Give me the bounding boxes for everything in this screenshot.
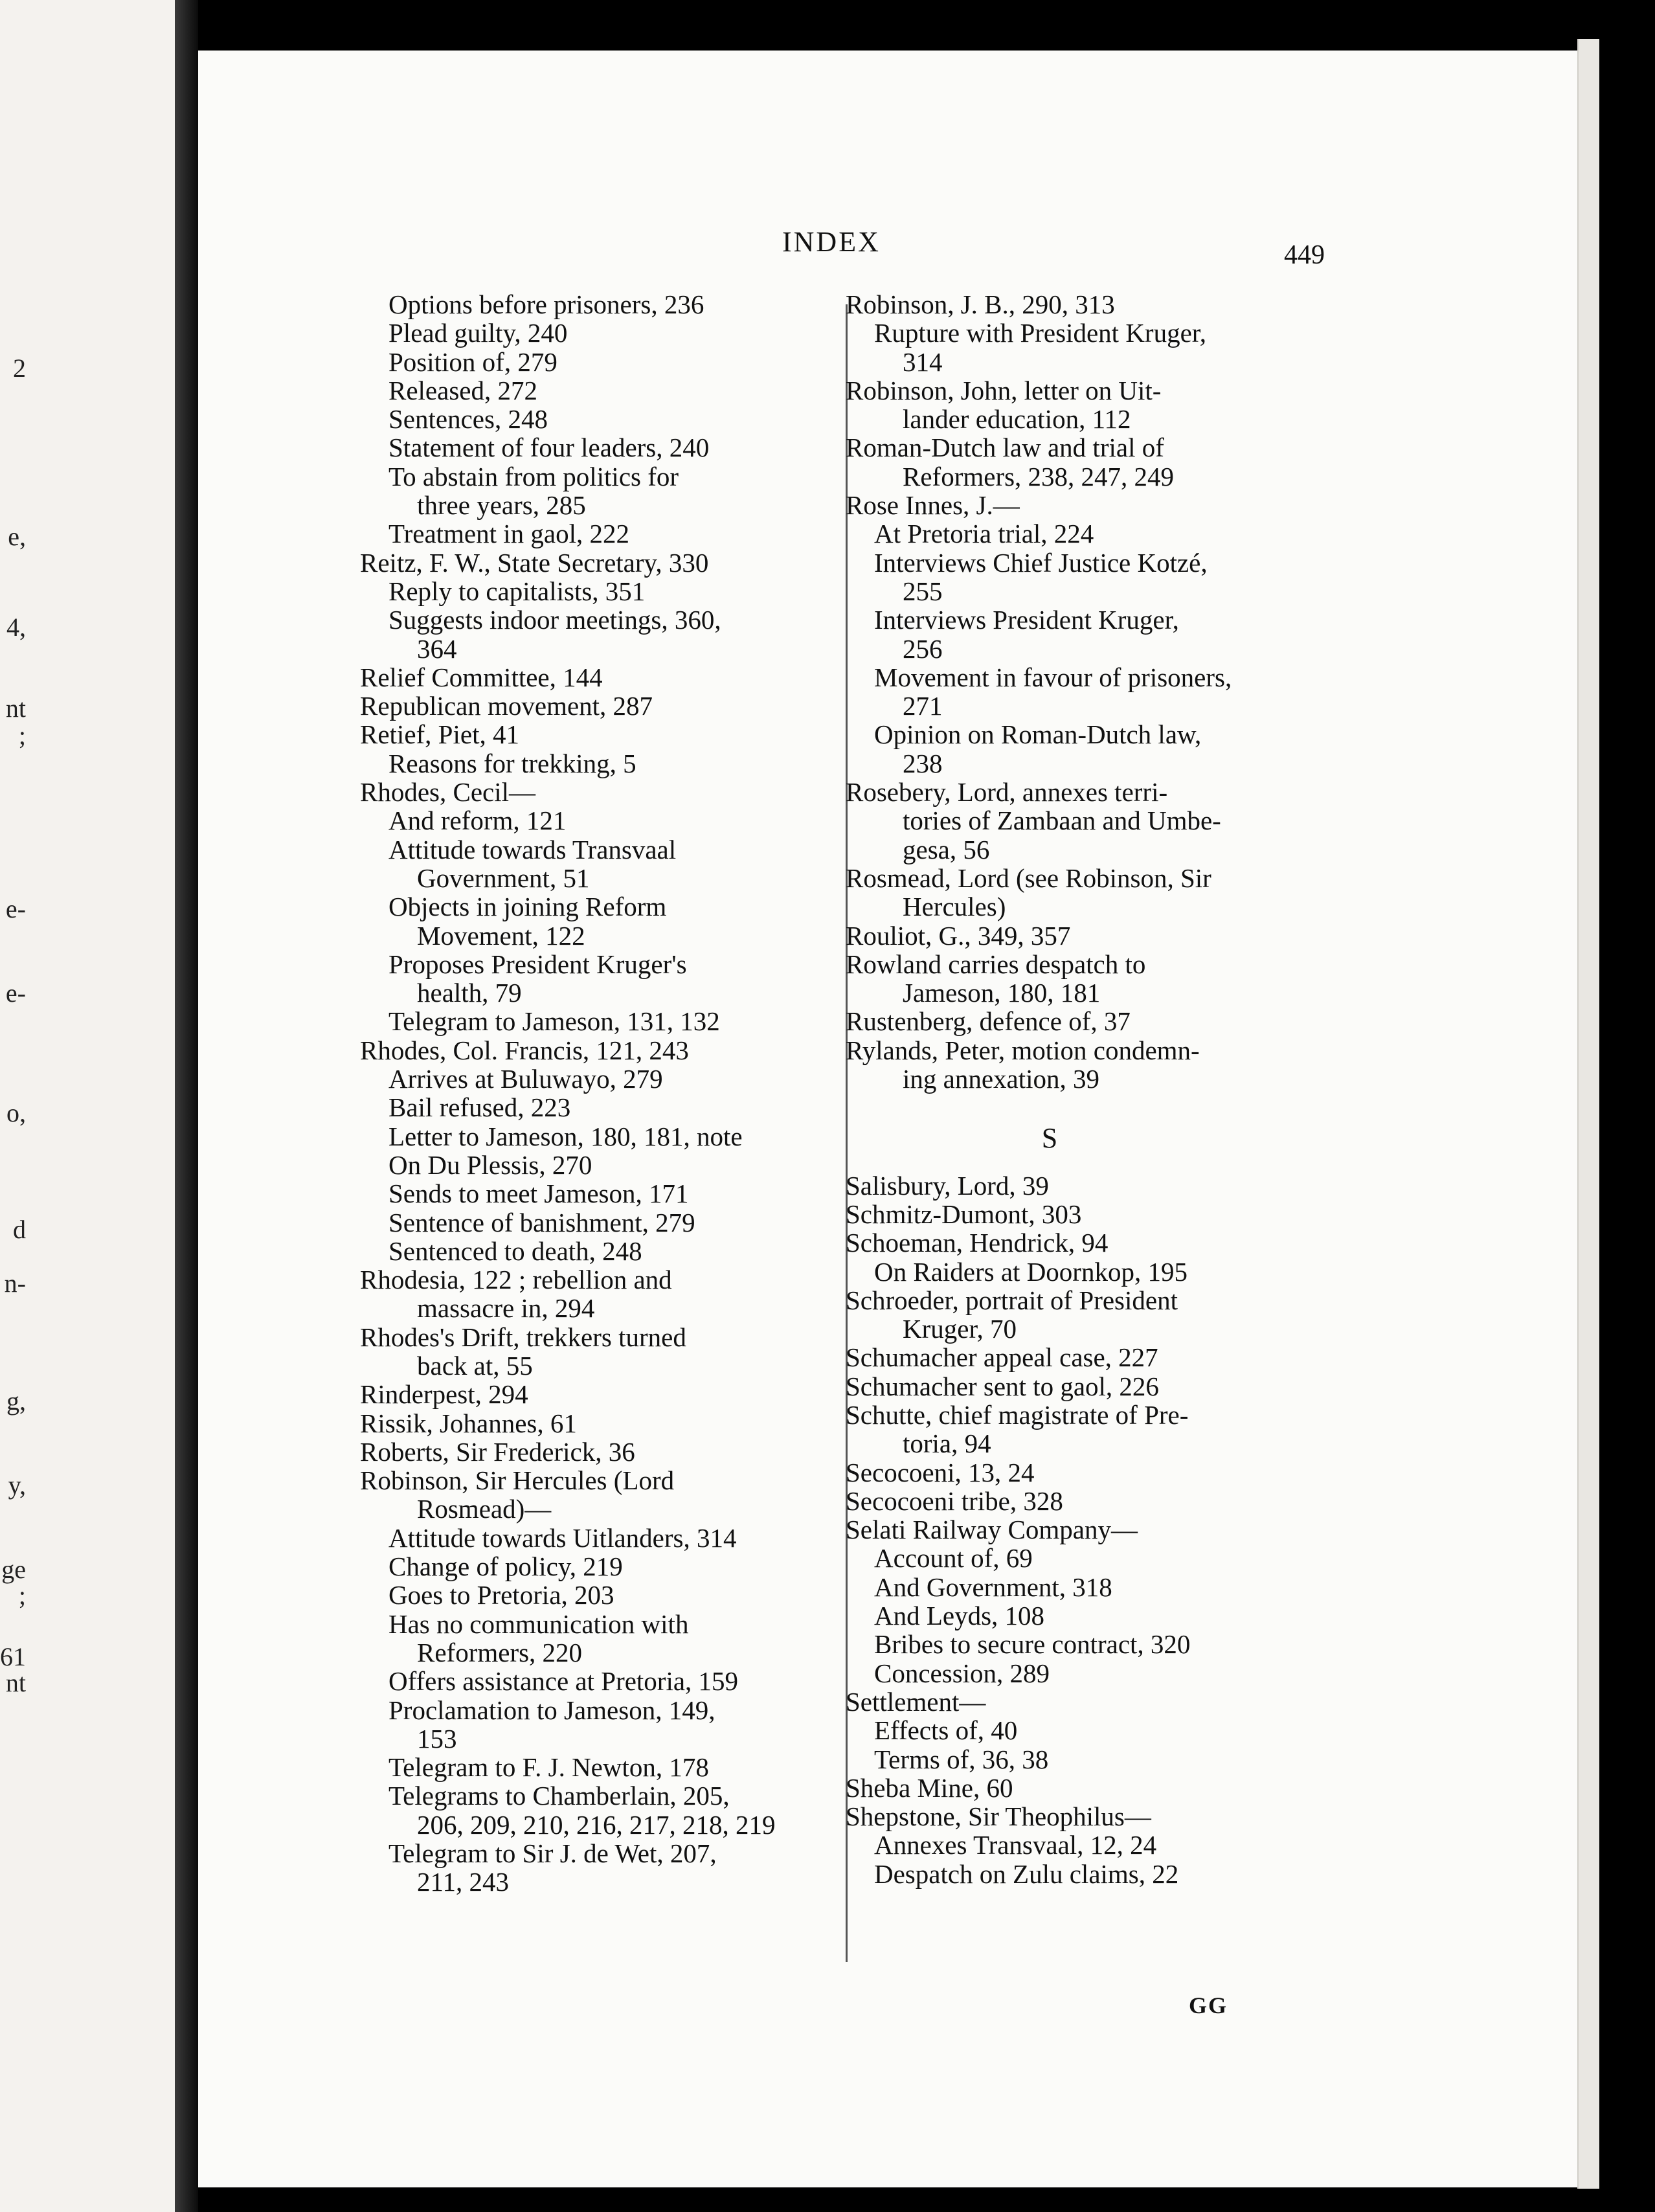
index-entry: 256	[903, 633, 943, 664]
index-entry: Government, 51	[417, 863, 590, 893]
index-entry: Robinson, Sir Hercules (Lord	[360, 1465, 675, 1496]
index-entry: Robinson, John, letter on Uit-	[846, 375, 1162, 405]
index-entry: Rosebery, Lord, annexes terri-	[846, 777, 1168, 807]
index-entry: 271	[903, 691, 943, 721]
index-entry: Interviews President Kruger,	[874, 605, 1179, 635]
index-entry: Sentenced to death, 248	[388, 1236, 642, 1266]
index-entry: Relief Committee, 144	[360, 662, 603, 692]
index-entry: Sends to meet Jameson, 171	[388, 1179, 689, 1209]
index-entry: Suggests indoor meetings, 360,	[388, 605, 721, 635]
index-entry: Treatment in gaol, 222	[388, 519, 630, 549]
index-entry: Schumacher appeal case, 227	[846, 1342, 1158, 1373]
index-entry: Released, 272	[388, 375, 537, 405]
facing-page-text-fragment: ;	[18, 721, 26, 750]
index-entry: ing annexation, 39	[903, 1064, 1100, 1094]
index-entry: Movement in favour of prisoners,	[874, 662, 1232, 692]
index-entry: Change of policy, 219	[388, 1552, 623, 1582]
index-entry: Sheba Mine, 60	[846, 1772, 1013, 1803]
facing-page-text-fragment: ;	[18, 1581, 26, 1610]
index-entry: Reformers, 220	[417, 1637, 583, 1667]
index-entry: And reform, 121	[388, 806, 567, 836]
index-entry: Rose Innes, J.—	[846, 490, 1020, 521]
index-entry: Despatch on Zulu claims, 22	[874, 1858, 1179, 1889]
right-column-s-entries	[846, 1171, 1364, 1888]
index-entry: Telegrams to Chamberlain, 205,	[388, 1781, 730, 1811]
index-entry: Bribes to secure contract, 320	[874, 1629, 1191, 1660]
facing-page-text-fragment: nt	[5, 1668, 26, 1697]
right-column-r-entries	[846, 290, 1364, 1093]
index-entry: massacre in, 294	[417, 1293, 595, 1324]
index-entry: Rhodesia, 122 ; rebellion and	[360, 1265, 672, 1295]
index-entry: Rosmead, Lord (see Robinson, Sir	[846, 863, 1211, 893]
facing-page-text-fragment: e,	[8, 522, 26, 551]
index-entry: Has no communication with	[388, 1608, 689, 1639]
index-entry: Retief, Piet, 41	[360, 719, 519, 750]
index-entry: To abstain from politics for	[388, 461, 679, 491]
index-entry: Statement of four leaders, 240	[388, 433, 710, 463]
index-entry: Position of, 279	[388, 346, 557, 377]
index-entry: Shepstone, Sir Theophilus—	[846, 1801, 1151, 1832]
index-entry: Rouliot, G., 349, 357	[846, 920, 1071, 951]
index-entry: Goes to Pretoria, 203	[388, 1580, 614, 1610]
facing-page-text-fragment: y,	[8, 1471, 26, 1500]
index-entry: And Government, 318	[874, 1572, 1112, 1602]
index-entry: 211, 243	[417, 1867, 509, 1897]
facing-page-text-fragment: n-	[4, 1269, 26, 1298]
index-entry: Rhodes, Col. Francis, 121, 243	[360, 1035, 689, 1065]
index-entry: Options before prisoners, 236	[388, 289, 704, 319]
index-entry: 238	[903, 748, 943, 778]
index-entry: 314	[903, 346, 943, 377]
index-entry: Offers assistance at Pretoria, 159	[388, 1666, 739, 1697]
index-entry: At Pretoria trial, 224	[874, 519, 1094, 549]
index-entry: Rhodes, Cecil—	[360, 777, 536, 807]
index-entry: Annexes Transvaal, 12, 24	[874, 1830, 1157, 1860]
index-entry: lander education, 112	[903, 404, 1131, 435]
index-entry: 364	[417, 633, 457, 664]
signature-mark: GG	[1189, 1992, 1228, 2018]
index-entry: 153	[417, 1723, 457, 1754]
index-entry: And Leyds, 108	[874, 1601, 1045, 1631]
section-letter: S	[1041, 1122, 1058, 1155]
index-entry: Telegram to Sir J. de Wet, 207,	[388, 1838, 717, 1869]
index-entry: Attitude towards Uitlanders, 314	[388, 1522, 737, 1553]
index-entry: Secocoeni, 13, 24	[846, 1457, 1035, 1487]
facing-page-text-fragment: 4,	[6, 613, 26, 642]
index-entry: Republican movement, 287	[360, 691, 653, 721]
index-entry: Rosmead)—	[417, 1494, 552, 1524]
index-entry: Sentence of banishment, 279	[388, 1207, 695, 1237]
index-entry: Secocoeni tribe, 328	[846, 1485, 1063, 1516]
index-entry: Bail refused, 223	[388, 1092, 571, 1123]
facing-page-text-fragment: d	[13, 1215, 26, 1244]
index-entry: Kruger, 70	[903, 1314, 1017, 1344]
index-entry: gesa, 56	[903, 834, 990, 864]
facing-page-text-fragment: g,	[6, 1386, 26, 1416]
index-entry: Roman-Dutch law and trial of	[846, 433, 1164, 463]
index-entry: On Du Plessis, 270	[388, 1149, 592, 1180]
index-entry: Settlement—	[846, 1686, 986, 1717]
index-entry: Arrives at Buluwayo, 279	[388, 1064, 663, 1094]
index-entry: Schmitz-Dumont, 303	[846, 1199, 1082, 1229]
index-entry: Account of, 69	[874, 1543, 1033, 1574]
facing-page-text-fragment: ge	[1, 1555, 26, 1584]
index-entry: 255	[903, 576, 943, 606]
index-entry: Rinderpest, 294	[360, 1379, 528, 1410]
index-entry: Sentences, 248	[388, 404, 548, 435]
index-entry: Proclamation to Jameson, 149,	[388, 1695, 715, 1725]
index-entry: Schutte, chief magistrate of Pre-	[846, 1399, 1189, 1430]
index-entry: Reasons for trekking, 5	[388, 748, 636, 778]
facing-page-text-fragment: 61	[0, 1642, 26, 1671]
index-entry: Rustenberg, defence of, 37	[846, 1006, 1131, 1037]
index-entry: Attitude towards Transvaal	[388, 834, 677, 864]
facing-page-text-fragment: nt	[5, 694, 26, 723]
index-entry: Telegram to Jameson, 131, 132	[388, 1006, 720, 1037]
page-number: 449	[1284, 240, 1325, 270]
index-entry: three years, 285	[417, 490, 586, 521]
facing-page-text-fragment: 2	[13, 354, 26, 383]
index-entry: Rissik, Johannes, 61	[360, 1408, 577, 1438]
index-entry: Movement, 122	[417, 920, 585, 951]
index-entry: Letter to Jameson, 180, 181, note	[388, 1121, 743, 1151]
index-column-right	[846, 290, 1364, 1888]
index-entry: toria, 94	[903, 1428, 991, 1459]
index-entry: Robinson, J. B., 290, 313	[846, 289, 1115, 319]
index-entry: Objects in joining Reform	[388, 892, 667, 922]
index-entry: Terms of, 36, 38	[874, 1744, 1049, 1774]
index-entry: Selati Railway Company—	[846, 1515, 1138, 1545]
page-edge	[1577, 39, 1599, 2189]
index-entry: back at, 55	[417, 1350, 533, 1381]
index-entry: Rowland carries despatch to	[846, 949, 1146, 979]
index-entry: Opinion on Roman-Dutch law,	[874, 719, 1202, 750]
index-entry: Interviews Chief Justice Kotzé,	[874, 547, 1208, 578]
index-entry: Reitz, F. W., State Secretary, 330	[360, 547, 709, 578]
running-head: INDEX	[782, 226, 881, 258]
index-entry: Effects of, 40	[874, 1715, 1018, 1746]
index-entry: Rylands, Peter, motion condemn-	[846, 1035, 1200, 1065]
book-gutter	[175, 0, 198, 2212]
index-page	[198, 51, 1577, 2187]
index-entry: Telegram to F. J. Newton, 178	[388, 1752, 709, 1783]
facing-page-edge	[0, 0, 175, 2212]
index-entry: On Raiders at Doornkop, 195	[874, 1256, 1188, 1287]
index-entry: health, 79	[417, 978, 522, 1008]
index-entry: Schumacher sent to gaol, 226	[846, 1371, 1159, 1401]
index-entry: Hercules)	[903, 892, 1006, 922]
index-entry: Salisbury, Lord, 39	[846, 1170, 1049, 1201]
index-entry: Reformers, 238, 247, 249	[903, 461, 1175, 491]
index-entry: Proposes President Kruger's	[388, 949, 687, 979]
facing-page-text-fragment: o,	[6, 1098, 26, 1127]
index-entry: Rupture with President Kruger,	[874, 318, 1207, 348]
index-entry: Jameson, 180, 181	[903, 978, 1101, 1008]
index-entry: 206, 209, 210, 216, 217, 218, 219	[417, 1809, 776, 1840]
facing-page-text-fragment: e-	[5, 978, 26, 1008]
index-entry: Concession, 289	[874, 1658, 1050, 1688]
index-entry: Reply to capitalists, 351	[388, 576, 646, 606]
index-entry: Schoeman, Hendrick, 94	[846, 1228, 1109, 1258]
index-entry: Roberts, Sir Frederick, 36	[360, 1436, 635, 1467]
index-entry: tories of Zambaan and Umbe-	[903, 806, 1221, 836]
index-entry: Plead guilty, 240	[388, 318, 568, 348]
index-entry: Schroeder, portrait of President	[846, 1285, 1178, 1315]
facing-page-text-fragment: e-	[5, 894, 26, 923]
index-entry: Rhodes's Drift, trekkers turned	[360, 1322, 686, 1352]
